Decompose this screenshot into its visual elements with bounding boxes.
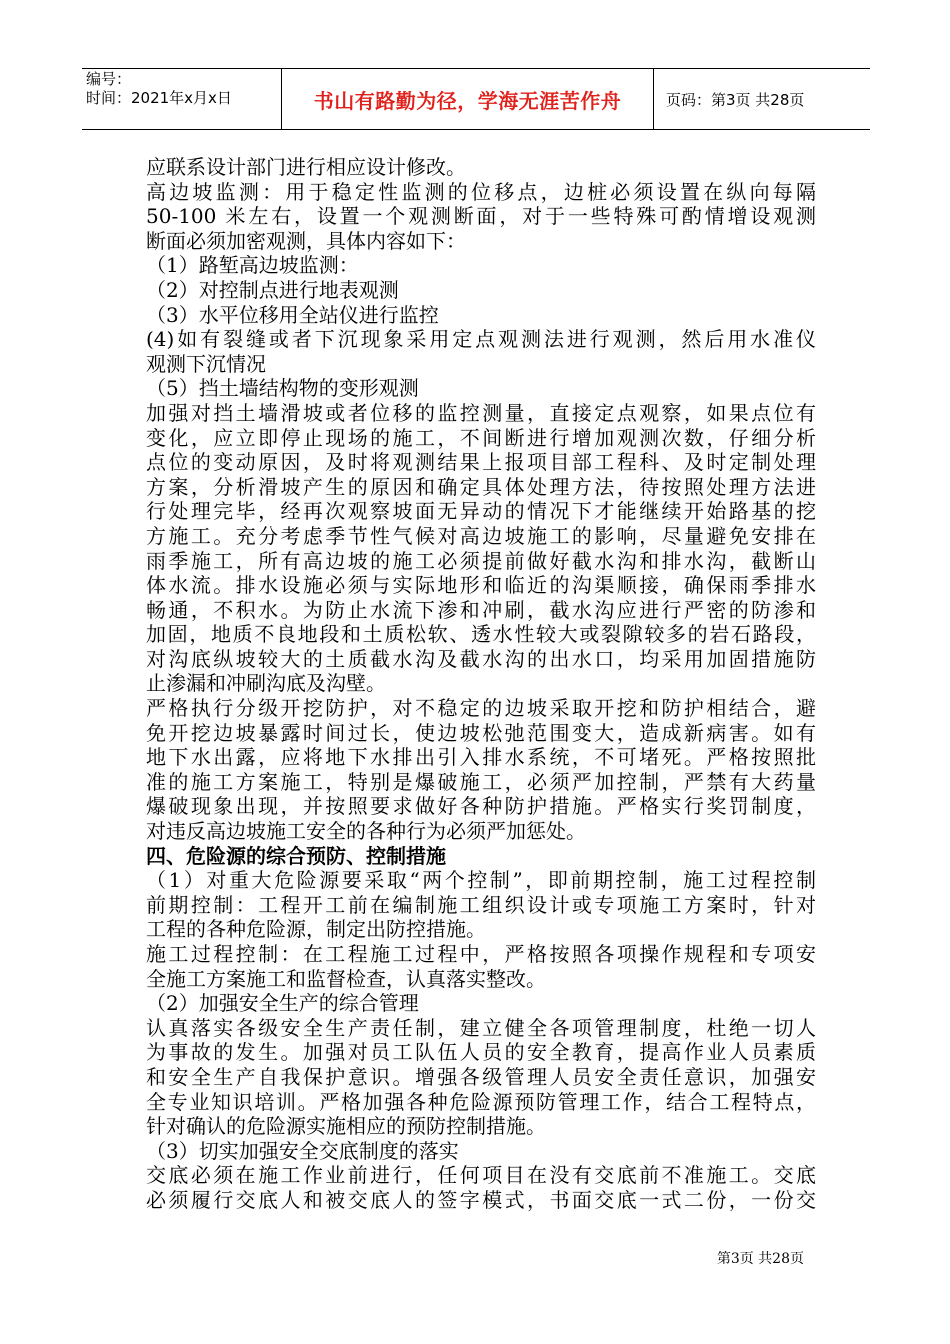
body-text-line: 前期控制：工程开工前在编制施工组织设计或专项施工方案时，针对 [146,892,816,917]
body-text-line: 针对确认的危险源实施相应的预防控制措施。 [146,1114,546,1139]
body-text-line: (4)如有裂缝或者下沉现象采用定点观测法进行观测，然后用水准仪 [146,327,816,352]
body-text-line: 观测下沉情况 [146,351,266,376]
body-text-line: （5）挡土墙结构物的变形观测 [146,376,419,401]
body-text-line: 加强对挡土墙滑坡或者位移的监控测量，直接定点观察，如果点位有 [146,400,816,425]
document-body [146,155,816,1213]
body-text-line: 免开挖边坡暴露时间过长，使边坡松弛范围变大，造成新病害。如有 [146,720,816,745]
body-text-line: （3）水平位移用全站仪进行监控 [146,302,439,327]
body-text-line: 全专业知识培训。严格加强各种危险源预防管理工作，结合工程特点， [146,1089,816,1114]
page-header [82,68,870,130]
body-text-line: 高边坡监测：用于稳定性监测的位移点，边桩必须设置在纵向每隔 [146,179,816,204]
body-text-line: 准的施工方案施工，特别是爆破施工，必须严加控制，严禁有大药量 [146,769,816,794]
body-text-line: 加固，地质不良地段和土质松软、透水性较大或裂隙较多的岩石路段， [146,622,816,647]
body-text-line: 对违反高边坡施工安全的各种行为必须严加惩处。 [146,819,586,844]
body-text-line: 必须履行交底人和被交底人的签字模式，书面交底一式二份，一份交 [146,1187,816,1212]
body-text-line: 认真落实各级安全生产责任制，建立健全各项管理制度，杜绝一切人 [146,1015,816,1040]
body-text-line: 为事故的发生。加强对员工队伍人员的安全教育，提高作业人员素质 [146,1040,816,1065]
header-meta [82,69,282,129]
body-text-line: （2）对控制点进行地表观测 [146,277,399,302]
body-text-line: 和安全生产自我保护意识。增强各级管理人员安全责任意识，加强安 [146,1064,816,1089]
body-text-line: 畅通，不积水。为防止水流下渗和冲刷，截水沟应进行严密的防渗和 [146,597,816,622]
body-text-line: （1）路堑高边坡监测： [146,253,359,278]
body-text-line: 止渗漏和冲刷沟底及沟壁。 [146,671,386,696]
footer-page-number: 第3页 共28页 [716,1251,804,1267]
body-text-line: 交底必须在施工作业前进行，任何项目在没有交底前不准施工。交底 [146,1163,816,1188]
body-text-line: 应联系设计部门进行相应设计修改。 [146,155,466,179]
body-text-line: 地下水出露，应将地下水排出引入排水系统，不可堵死。严格按照批 [146,745,816,770]
body-text-line: （1）对重大危险源要采取“两个控制”，即前期控制，施工过程控制 [146,868,816,893]
body-text-line: 行处理完毕，经再次观察坡面无异动的情况下才能继续开始路基的挖 [146,499,816,524]
header-motto-cell [282,69,654,129]
body-text-line: 全施工方案施工和监督检查，认真落实整改。 [146,966,546,991]
body-text-line: 工程的各种危险源，制定出防控措施。 [146,917,486,942]
body-text-line: 体水流。排水设施必须与实际地形和临近的沟渠顺接，确保雨季排水 [146,573,816,598]
document-number-label: 编号： [86,70,132,88]
body-text-line: 施工过程控制：在工程施工过程中，严格按照各项操作规程和专项安 [146,942,816,966]
body-text-line: 断面必须加密观测，具体内容如下： [146,228,466,253]
body-text-line: 对沟底纵坡较大的土质截水沟及截水沟的出水口，均采用加固措施防 [146,646,816,671]
document-date-label: 时间：2021年x月x日 [86,89,232,107]
section-heading: 四、危险源的综合预防、控制措施 [146,843,446,868]
body-text-line: 雨季施工，所有高边坡的施工必须提前做好截水沟和排水沟，截断山 [146,548,816,573]
body-text-line: 点位的变动原因，及时将观测结果上报项目部工程科、及时定制处理 [146,450,816,475]
body-text-line: （3）切实加强安全交底制度的落实 [146,1138,459,1163]
header-motto: 书山有路勤为径，学海无涯苦作舟 [313,88,622,113]
body-text-line: 方施工。充分考虑季节性气候对高边坡施工的影响，尽量避免安排在 [146,523,816,548]
header-page-cell [654,69,870,129]
body-text-line: （2）加强安全生产的综合管理 [146,991,419,1016]
header-page-number: 页码：第3页 共28页 [666,90,805,109]
body-text-line: 爆破现象出现，并按照要求做好各种防护措施。严格实行奖罚制度， [146,794,816,819]
body-text-line: 变化，应立即停止现场的施工，不间断进行增加观测次数，仔细分析 [146,425,816,450]
body-text-line: 50-100 米左右，设置一个观测断面，对于一些特殊可酌情增设观测 [146,204,816,229]
body-text-line: 方案，分析滑坡产生的原因和确定具体处理方法，待按照处理方法进 [146,474,816,499]
body-text-line: 严格执行分级开挖防护，对不稳定的边坡采取开挖和防护相结合，避 [146,696,816,721]
